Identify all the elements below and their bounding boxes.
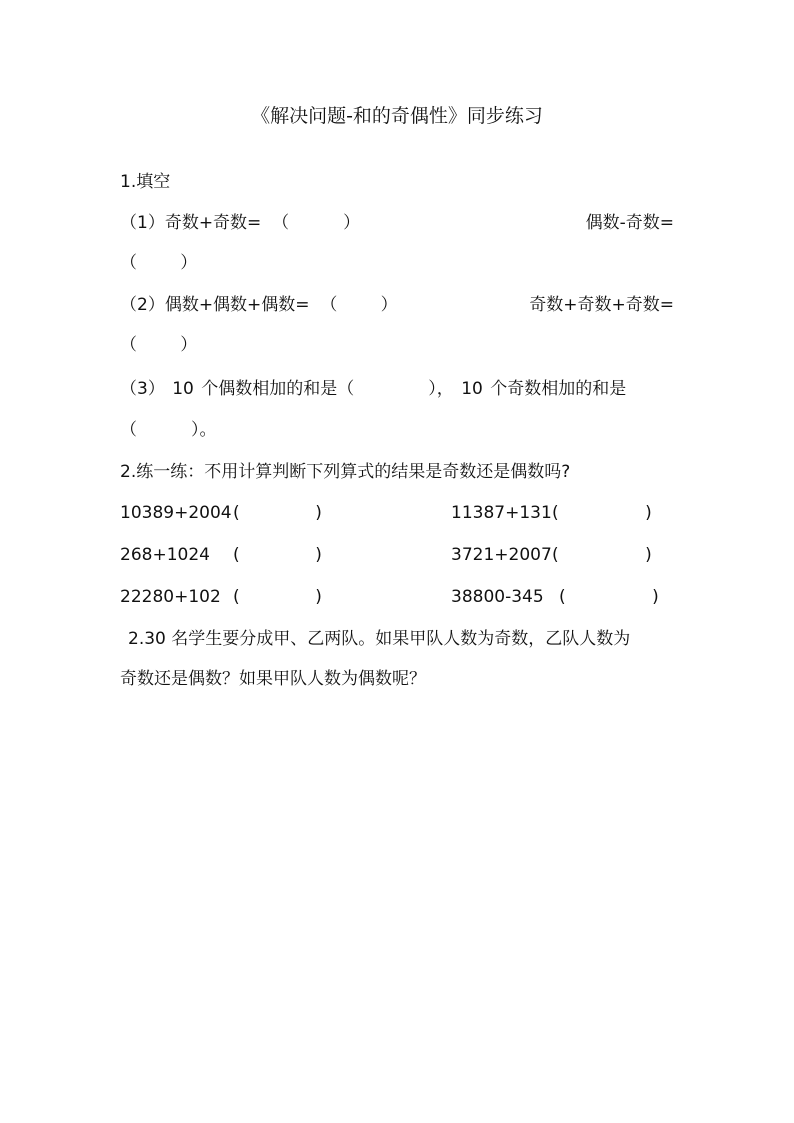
section1-heading: 1.填空 [120, 172, 171, 192]
answer-blank-row1-left: ( ) [233, 503, 322, 523]
item2-continuation: （ ） [120, 335, 198, 355]
item1-left: （1）奇数+奇数= （ ） [120, 213, 361, 233]
expr-row2-right: 3721+2007 [451, 545, 552, 565]
item1-continuation: （ ） [120, 253, 198, 273]
item2-left: （2）偶数+偶数+偶数= （ ） [120, 295, 398, 315]
expr-row1-right: 11387+131 [451, 503, 552, 523]
answer-blank-row3-left: ( ) [233, 587, 322, 607]
expr-row1-left: 10389+2004 [120, 503, 232, 523]
expr-row2-left: 268+1024 [120, 545, 210, 565]
expr-row3-left: 22280+102 [120, 587, 221, 607]
item3-line1: （3） 10 个偶数相加的和是（ ）， 10 个奇数相加的和是 [120, 379, 627, 399]
expr-row3-right: 38800-345 [451, 587, 544, 607]
page-title: 《解决问题-和的奇偶性》同步练习 [251, 105, 543, 127]
section3-line2: 奇数还是偶数？如果甲队人数为偶数呢？ [120, 669, 426, 689]
section3-line1: 2.30 名学生要分成甲、乙两队。如果甲队人数为奇数，乙队人数为 [128, 629, 631, 649]
answer-blank-row2-left: ( ) [233, 545, 322, 565]
item2-right: 奇数+奇数+奇数= [529, 295, 674, 315]
item3-line2: （ ）。 [120, 420, 217, 440]
section2-heading: 2.练一练：不用计算判断下列算式的结果是奇数还是偶数吗? [120, 462, 571, 482]
item1-right: 偶数-奇数= [585, 213, 674, 233]
answer-blank-row3-right: ( ) [559, 587, 659, 607]
answer-blank-row2-right: ( ) [552, 545, 652, 565]
answer-blank-row1-right: ( ) [552, 503, 652, 523]
